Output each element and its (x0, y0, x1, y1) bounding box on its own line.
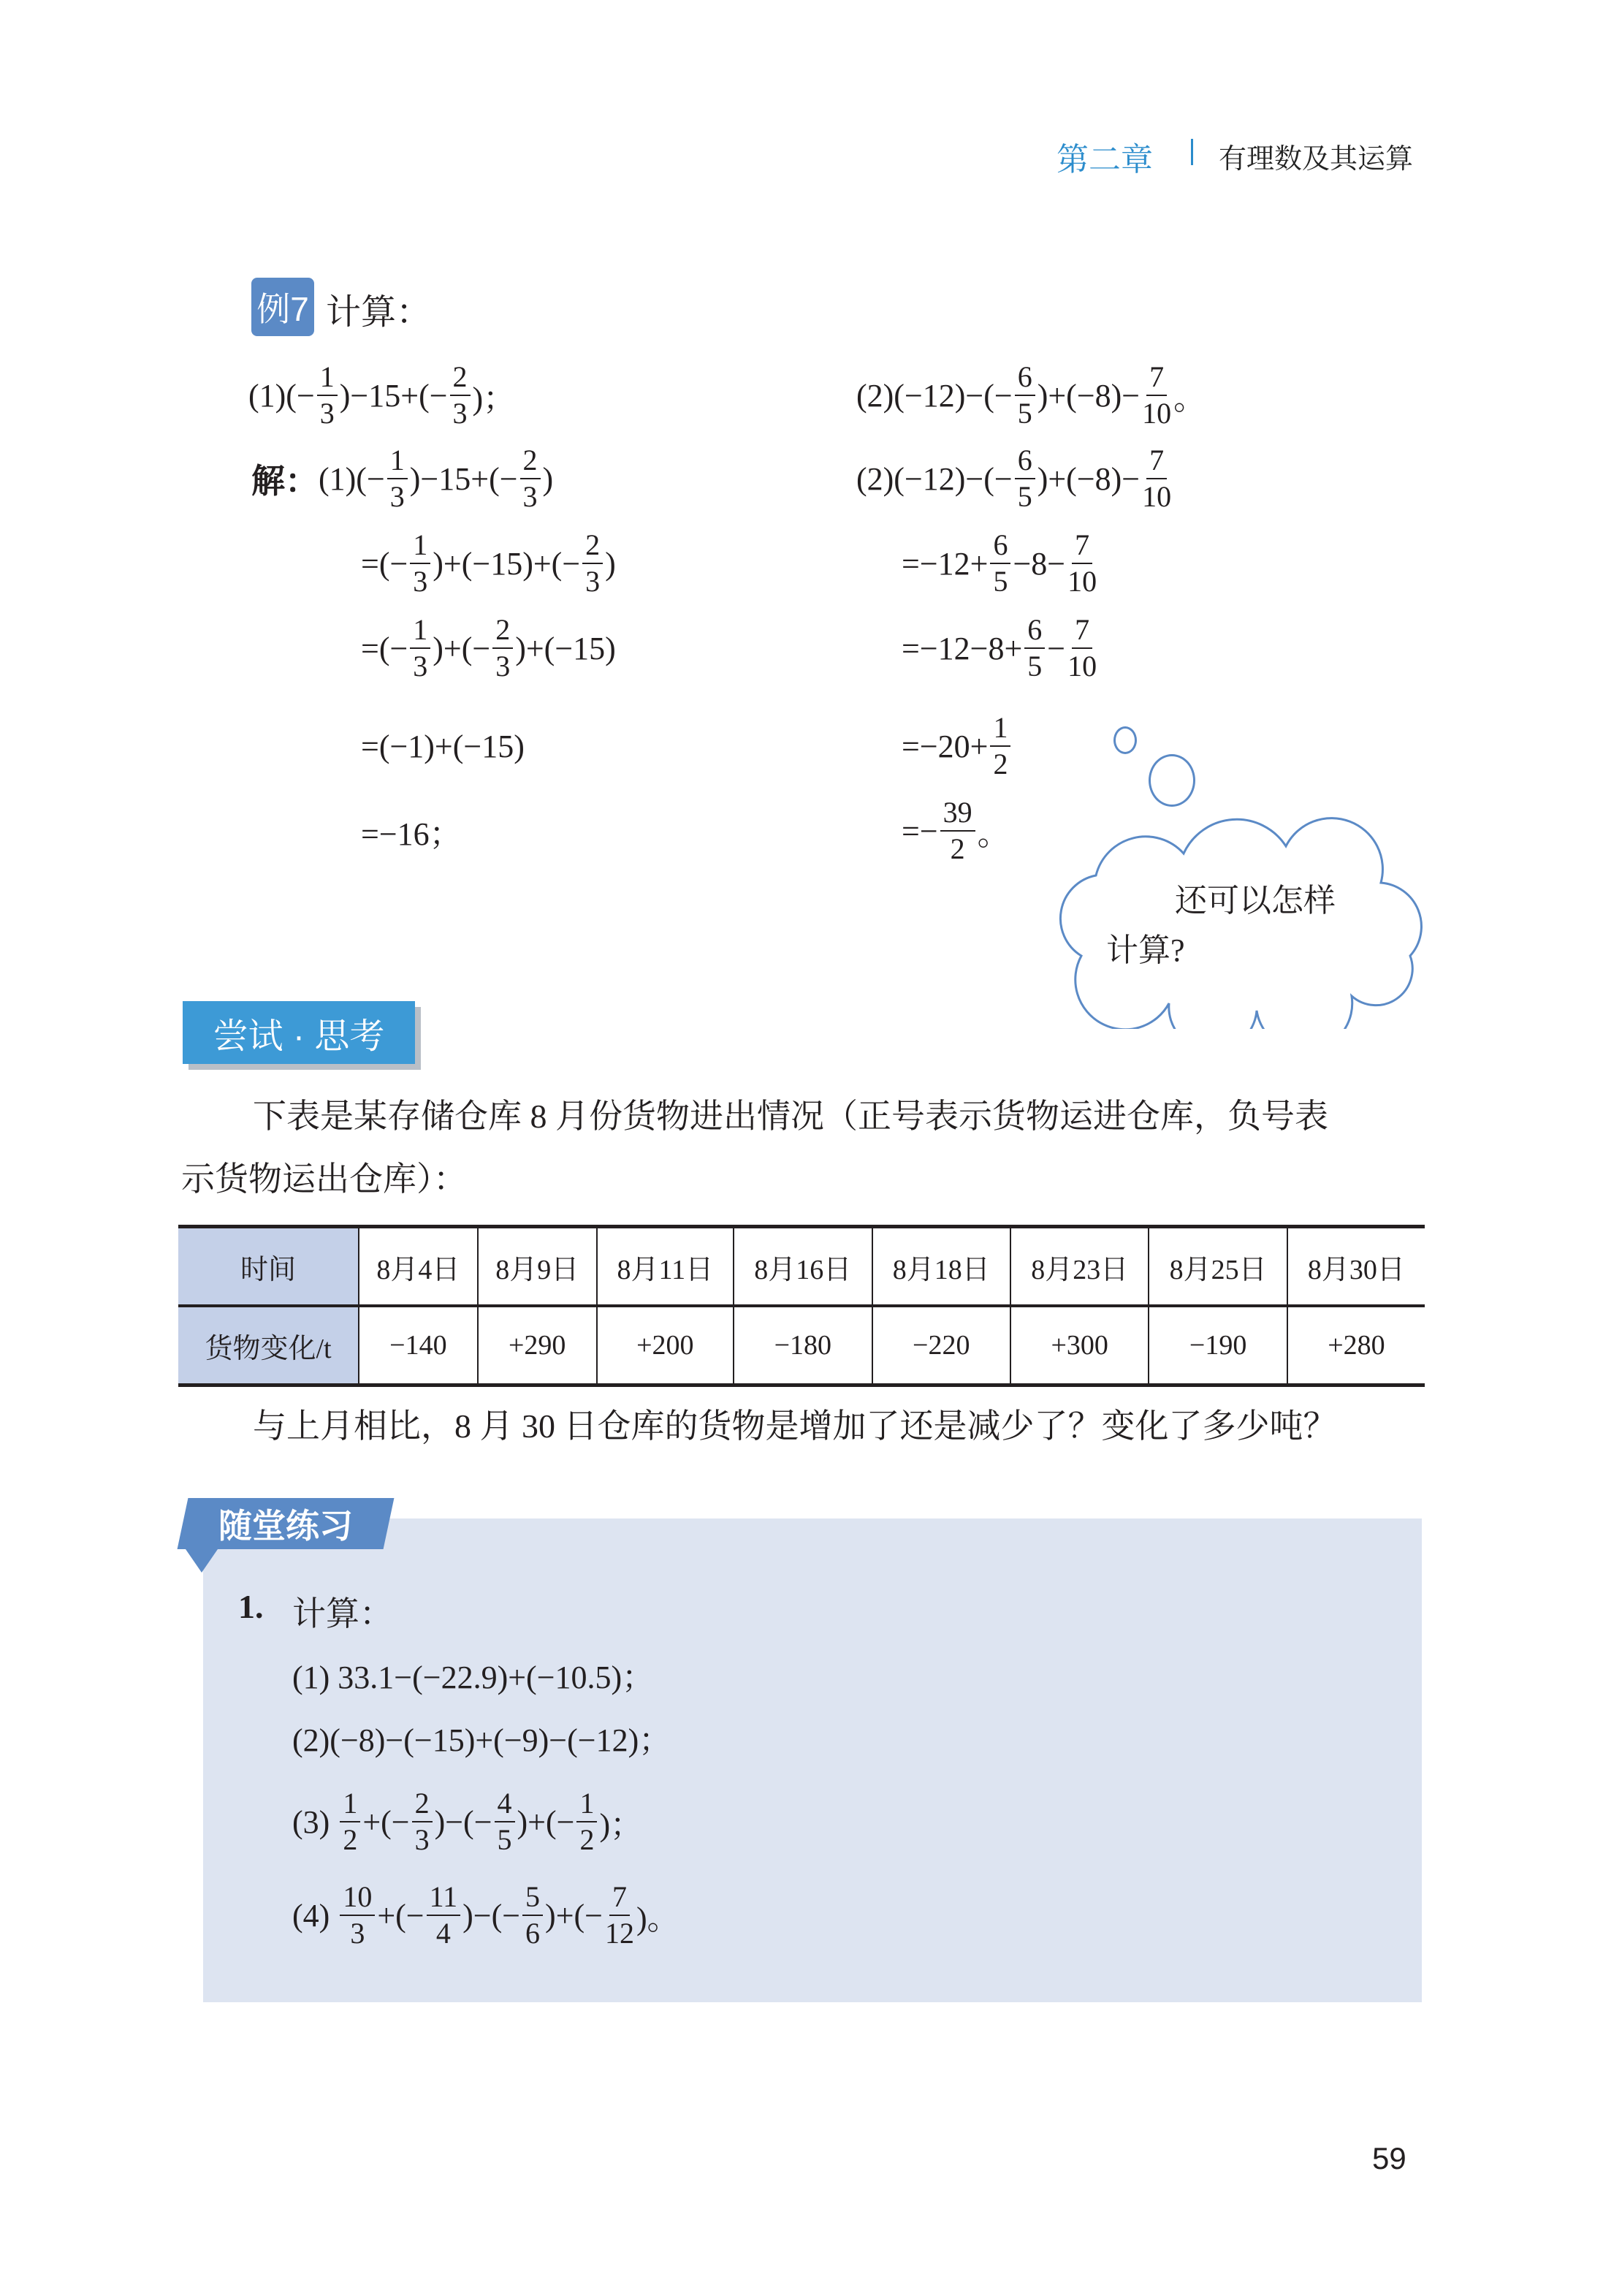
denominator: 10 (1067, 650, 1097, 683)
denominator: 3 (495, 650, 511, 683)
math-text: )−(− (434, 1803, 492, 1840)
fraction (940, 795, 975, 867)
math-text: =(− (361, 630, 408, 666)
table-cell: +290 (478, 1306, 597, 1385)
denominator: 2 (993, 748, 1008, 780)
math-text: =−12+ (902, 545, 989, 582)
fraction (576, 1786, 597, 1858)
numerator: 6 (1024, 612, 1045, 649)
try-think-banner: 尝试 · 思考 (183, 1001, 415, 1064)
numerator: 7 (1072, 612, 1092, 649)
denominator: 3 (585, 565, 601, 598)
fraction (1015, 360, 1035, 431)
question-title: 计算： (292, 1595, 393, 1632)
table-cell: +280 (1287, 1306, 1425, 1385)
math-text: )； (472, 381, 516, 417)
denominator: 2 (343, 1823, 358, 1856)
table-cell: 8月23日 (1010, 1227, 1149, 1307)
table-cell: 8月25日 (1149, 1227, 1287, 1307)
denominator: 6 (525, 1917, 541, 1950)
numerator: 2 (450, 360, 471, 396)
fraction (1142, 443, 1171, 514)
left-step (361, 608, 616, 688)
denominator: 3 (319, 397, 335, 430)
numerator: 7 (1146, 443, 1167, 479)
numerator: 5 (522, 1879, 543, 1916)
table-cell: 8月9日 (478, 1227, 597, 1307)
math-text: )。 (636, 1901, 679, 1936)
denominator: 5 (1017, 480, 1032, 513)
numerator: 6 (1015, 443, 1035, 479)
denominator: 3 (350, 1917, 365, 1950)
math-text: 。 (1173, 381, 1206, 417)
denominator: 2 (950, 832, 965, 865)
denominator: 5 (993, 565, 1008, 598)
left-step (361, 523, 616, 604)
fraction (1067, 612, 1097, 684)
practice-item (292, 1697, 671, 1777)
denominator: 3 (452, 397, 468, 430)
table-cell: −220 (872, 1306, 1010, 1385)
example-title: 计算： (326, 293, 432, 332)
fraction (990, 710, 1010, 782)
denominator: 5 (497, 1823, 512, 1856)
numerator: 10 (340, 1879, 375, 1916)
numerator: 39 (940, 795, 975, 832)
numerator: 1 (387, 443, 408, 479)
math-text: −8− (1013, 545, 1066, 582)
math-text: )+(−15) (515, 630, 616, 666)
right-step (856, 438, 1173, 519)
math-text: )+(− (517, 1803, 575, 1840)
denominator: 10 (1067, 565, 1097, 598)
fraction (1015, 443, 1035, 514)
numerator: 1 (317, 360, 338, 396)
practice-tab (178, 1498, 395, 1549)
denominator: 2 (579, 1823, 595, 1856)
math-text: )+(−15)+(− (433, 545, 581, 582)
math-text: (3) (292, 1803, 338, 1840)
denominator: 5 (1027, 650, 1043, 683)
math-text: +(− (377, 1897, 424, 1934)
numerator: 1 (576, 1786, 597, 1822)
question-text: 与上月相比，8 月 30 日仓库的货物是增加了还是减少了？变化了多少吨？ (253, 1407, 1337, 1445)
numerator: 1 (340, 1786, 360, 1822)
numerator: 7 (1072, 528, 1092, 564)
fraction (495, 1786, 515, 1858)
fraction (450, 360, 471, 431)
numerator: 1 (410, 612, 430, 649)
right-step (902, 608, 1099, 688)
fraction (522, 1879, 543, 1951)
math-text: )−(− (462, 1897, 521, 1934)
numerator: 2 (492, 612, 513, 649)
question-number: 1. (238, 1588, 264, 1625)
chapter-title: 有理数及其运算 (1219, 144, 1414, 175)
fraction (387, 443, 408, 514)
table-cell: −190 (1149, 1306, 1287, 1385)
numerator: 6 (990, 528, 1010, 564)
fraction (605, 1879, 634, 1951)
practice-tab-tail (186, 1549, 218, 1573)
denominator: 3 (413, 650, 428, 683)
math-text: (2)(−12)−(− (856, 377, 1013, 414)
fraction (1067, 528, 1097, 599)
fraction (1024, 612, 1045, 684)
table-cell: +200 (597, 1306, 734, 1385)
table-row-dates (178, 1227, 1425, 1307)
problem-2 (856, 355, 1206, 436)
math-text: =−16； (361, 816, 462, 852)
right-step (902, 791, 1010, 871)
math-text: )+(−8)− (1037, 460, 1141, 497)
math-text: )−15+(− (409, 460, 518, 497)
left-step (319, 438, 553, 519)
table-cell: +300 (1010, 1306, 1149, 1385)
paragraph-line1: 下表是某存储仓库 8 月份货物进出情况（正号表示货物运进仓库，负号表 (253, 1098, 1328, 1135)
fraction (582, 528, 603, 599)
left-step (361, 791, 462, 871)
thought-text-line2: 计算? (1106, 932, 1185, 968)
table-cell: −180 (734, 1306, 872, 1385)
math-text: (2)(−12)−(− (856, 460, 1013, 497)
denominator: 3 (522, 480, 538, 513)
numerator: 2 (520, 443, 541, 479)
math-text: =− (902, 813, 938, 849)
left-step (361, 706, 525, 786)
numerator: 7 (609, 1879, 630, 1916)
fraction (492, 612, 513, 684)
math-text: )+(−8)− (1037, 377, 1141, 414)
goods-table (178, 1225, 1425, 1387)
practice-item (292, 1875, 679, 1955)
denominator: 10 (1142, 480, 1172, 513)
math-text: ) (605, 545, 616, 582)
math-text: ) (542, 460, 554, 497)
numerator: 1 (990, 710, 1010, 747)
numerator: 2 (412, 1786, 433, 1822)
math-text: )； (599, 1807, 643, 1843)
example-badge: 例7 (251, 278, 314, 336)
numerator: 2 (582, 528, 603, 564)
numerator: 4 (495, 1786, 515, 1822)
fraction (317, 360, 338, 431)
right-step (902, 706, 1013, 786)
table-cell: 8月18日 (872, 1227, 1010, 1307)
denominator: 5 (1017, 397, 1032, 430)
denominator: 4 (435, 1917, 451, 1950)
fraction (990, 528, 1010, 599)
math-text: =(− (361, 545, 408, 582)
math-text: (1) 33.1−(−22.9)+(−10.5)； (292, 1660, 655, 1695)
numerator: 1 (410, 528, 430, 564)
math-text: (4) (292, 1897, 338, 1934)
fraction (340, 1786, 360, 1858)
table-cell: 8月16日 (734, 1227, 872, 1307)
math-text: (1)(− (248, 377, 315, 414)
row-header-change: 货物变化/t (178, 1306, 359, 1385)
numerator: 6 (1015, 360, 1035, 396)
math-text: =−12−8+ (902, 630, 1023, 666)
table-cell: 8月11日 (597, 1227, 734, 1307)
math-text: +(− (362, 1803, 410, 1840)
denominator: 12 (604, 1917, 634, 1950)
table-cell: 8月4日 (359, 1227, 478, 1307)
table-cell: −140 (359, 1306, 478, 1385)
denominator: 10 (1142, 397, 1172, 430)
denominator: 3 (414, 1823, 430, 1856)
fraction (340, 1879, 375, 1951)
paragraph-line2: 示货物运出仓库）： (181, 1160, 467, 1198)
math-text: =−20+ (902, 728, 989, 764)
math-text: )+(− (433, 630, 491, 666)
math-text: 。 (977, 816, 1010, 852)
chapter-label: 第二章 (1056, 142, 1153, 178)
numerator: 11 (427, 1879, 461, 1916)
fraction (520, 443, 541, 514)
fraction (410, 612, 430, 684)
practice-item (292, 1782, 642, 1862)
fraction (1142, 360, 1171, 431)
table-row-changes (178, 1306, 1425, 1385)
math-text: − (1047, 630, 1066, 666)
table-cell: 8月30日 (1287, 1227, 1425, 1307)
thought-bubble-medium (1149, 754, 1195, 807)
fraction (410, 528, 430, 599)
denominator: 3 (413, 565, 428, 598)
denominator: 3 (389, 480, 405, 513)
math-text: )+(− (545, 1897, 603, 1934)
fraction (412, 1786, 433, 1858)
thought-bubble-small (1113, 726, 1137, 754)
fraction (427, 1879, 461, 1951)
page-number: 59 (1372, 2141, 1406, 2175)
practice-tab-label: 随堂练习 (218, 1507, 353, 1545)
problem-1 (248, 355, 515, 436)
header-divider (1191, 139, 1193, 165)
thought-text-line1: 还可以怎样 (1175, 883, 1336, 919)
right-step (902, 523, 1099, 604)
solution-label: 解： (251, 463, 319, 500)
numerator: 7 (1146, 360, 1167, 396)
row-header-time: 时间 (178, 1227, 359, 1307)
math-text: )−15+(− (339, 377, 448, 414)
math-text: =(−1)+(−15) (361, 728, 525, 764)
math-text: (1)(− (319, 460, 385, 497)
math-text: (2)(−8)−(−15)+(−9)−(−12)； (292, 1722, 671, 1758)
